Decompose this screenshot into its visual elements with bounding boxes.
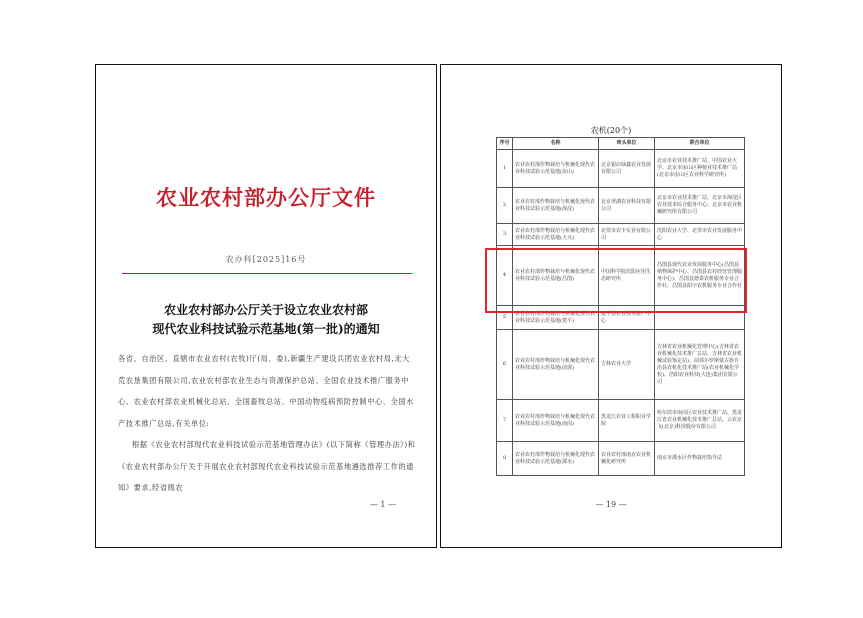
- row-name: 农业农村部作物栽培与机械化现代农业科技试验示范基地(溧水): [513, 442, 599, 476]
- row-name: 农业农村部作物栽培与机械化现代农业科技试验示范基地(建平): [513, 306, 599, 330]
- row-name: 农业农村部作物栽培与机械化现代农业科技试验示范基地(房山): [513, 150, 599, 188]
- row-seq: 4: [497, 246, 513, 306]
- row-name: 农业农村部作物栽培与机械化现代农业科技试验示范基地(南岗): [513, 400, 599, 442]
- row-seq: 7: [497, 400, 513, 442]
- row-lead-unit: 北京银店绿鑫农业发展有限公司: [599, 150, 655, 188]
- row-partner-units: 昌图县现代农业发展服务中心(昌图县植物保护中心、昌图县农村经营管理服务中心)、昌图县德泰农机服务专业合作社、昌图县阳宇农机服务专业合作社: [655, 246, 745, 306]
- table-row: [497, 400, 745, 442]
- page-number-left: — 1 —: [369, 500, 396, 509]
- row-name: 农业农村部作物栽培与机械化现代农业科技试验示范基地(前郭): [513, 330, 599, 400]
- column-header-name: 名称: [513, 138, 599, 150]
- page-number-right: — 19 —: [595, 500, 627, 509]
- body-paragraph: 根据《农业农村部现代农业科技试验示范基地管理办法》(以下简称《管理办法》)和《农业农村部办公厅关于开展农业农村部现代农业科技试验示范基地遴选推荐工作的通知》要求,经省级农: [118, 440, 416, 492]
- red-divider-line: [122, 273, 412, 274]
- row-name: 农业农村部作物栽培与机械化现代农业科技试验示范基地(大兴): [513, 224, 599, 246]
- row-seq: 5: [497, 306, 513, 330]
- row-lead-unit: 北票市农丰实业有限公司: [599, 224, 655, 246]
- right-document-page: [440, 64, 782, 548]
- column-header-lead: 牵头单位: [599, 138, 655, 150]
- row-partner-units: 北京市农业技术推广站、北京市海淀区农业技术综合服务中心、北京市农业机械研究所有限公司: [655, 188, 745, 224]
- notice-title-line-2: 现代农业科技试验示范基地(第一批)的通知: [152, 322, 380, 336]
- row-partner-units: 沈阳农业大学、北票市农业发展服务中心: [655, 224, 745, 246]
- notice-title: [96, 301, 436, 339]
- table-row: [497, 224, 745, 246]
- notice-title-line-1: 农业农村部办公厅关于设立农业农村部: [163, 303, 368, 317]
- table-row: [497, 150, 745, 188]
- row-lead-unit: 建平县农业技术推广中心: [599, 306, 655, 330]
- row-lead-unit: 黑龙江农业工程职业学院: [599, 400, 655, 442]
- table-header-row: [497, 138, 745, 150]
- row-partner-units: [655, 306, 745, 330]
- column-header-seq: 序号: [497, 138, 513, 150]
- table-row: [497, 188, 745, 224]
- row-lead-unit: 吉林农业大学: [599, 330, 655, 400]
- row-seq: 2: [497, 188, 513, 224]
- row-partner-units: 吉林省农业机械化管理中心(吉林省农业机械化技术推广总站、吉林省农业机械试验鉴定站)、前郭尔罗斯蒙古族自治县农机化技术推广站(农业机械化学校)、浩阳农业科技(大连)集团有限公司: [655, 330, 745, 400]
- row-seq: 8: [497, 442, 513, 476]
- table-row: [497, 246, 745, 306]
- row-seq: 3: [497, 224, 513, 246]
- row-partner-units: 哈尔滨市南岗区农业技术推广站、黑龙江省农业机械化技术推广总站、云农京飞(北京)科技股份有限公司: [655, 400, 745, 442]
- row-lead-unit: 农业农村部南京农业机械化研究所: [599, 442, 655, 476]
- row-seq: 1: [497, 150, 513, 188]
- row-partner-units: 北京市农业技术推广站、中国农业大学、北京市房山区种植业技术推广站(北京市房山区农业科学研究所): [655, 150, 745, 188]
- row-seq: 6: [497, 330, 513, 400]
- notice-body: [118, 348, 416, 499]
- row-lead-unit: 中国科学院沈阳应用生态研究所: [599, 246, 655, 306]
- row-name: 农业农村部作物栽培与机械化现代农业科技试验示范基地(昌图): [513, 246, 599, 306]
- table-caption: 农机(20个): [590, 126, 632, 135]
- row-partner-units: 南京市溧水区作物栽培指导站: [655, 442, 745, 476]
- table-row: [497, 330, 745, 400]
- table-row: [497, 306, 745, 330]
- column-header-partners: 联合单位: [655, 138, 745, 150]
- table-row: [497, 442, 745, 476]
- base-units-table: [496, 137, 745, 476]
- row-name: 农业农村部作物栽培与机械化现代农业科技试验示范基地(海淀): [513, 188, 599, 224]
- document-header-title: 农业农村部办公厅文件: [156, 185, 376, 210]
- document-number: 农办科[2025]16号: [225, 255, 307, 264]
- row-lead-unit: 北京翠湖农业科技有限公司: [599, 188, 655, 224]
- left-document-page: [95, 64, 437, 548]
- addressee-paragraph: 各省、自治区、直辖市农业农村(农牧)厅(局、委),新疆生产建设兵团农业农村局,北大荒农垦集团有限公司,农业农村部农业生态与资源保护总站、全国农业技术推广服务中心、农业农村部农业机械化总站、全国畜牧总站、中国动物疫病预防控制中心、全国水产技术推广总站,有关单位:: [118, 354, 414, 428]
